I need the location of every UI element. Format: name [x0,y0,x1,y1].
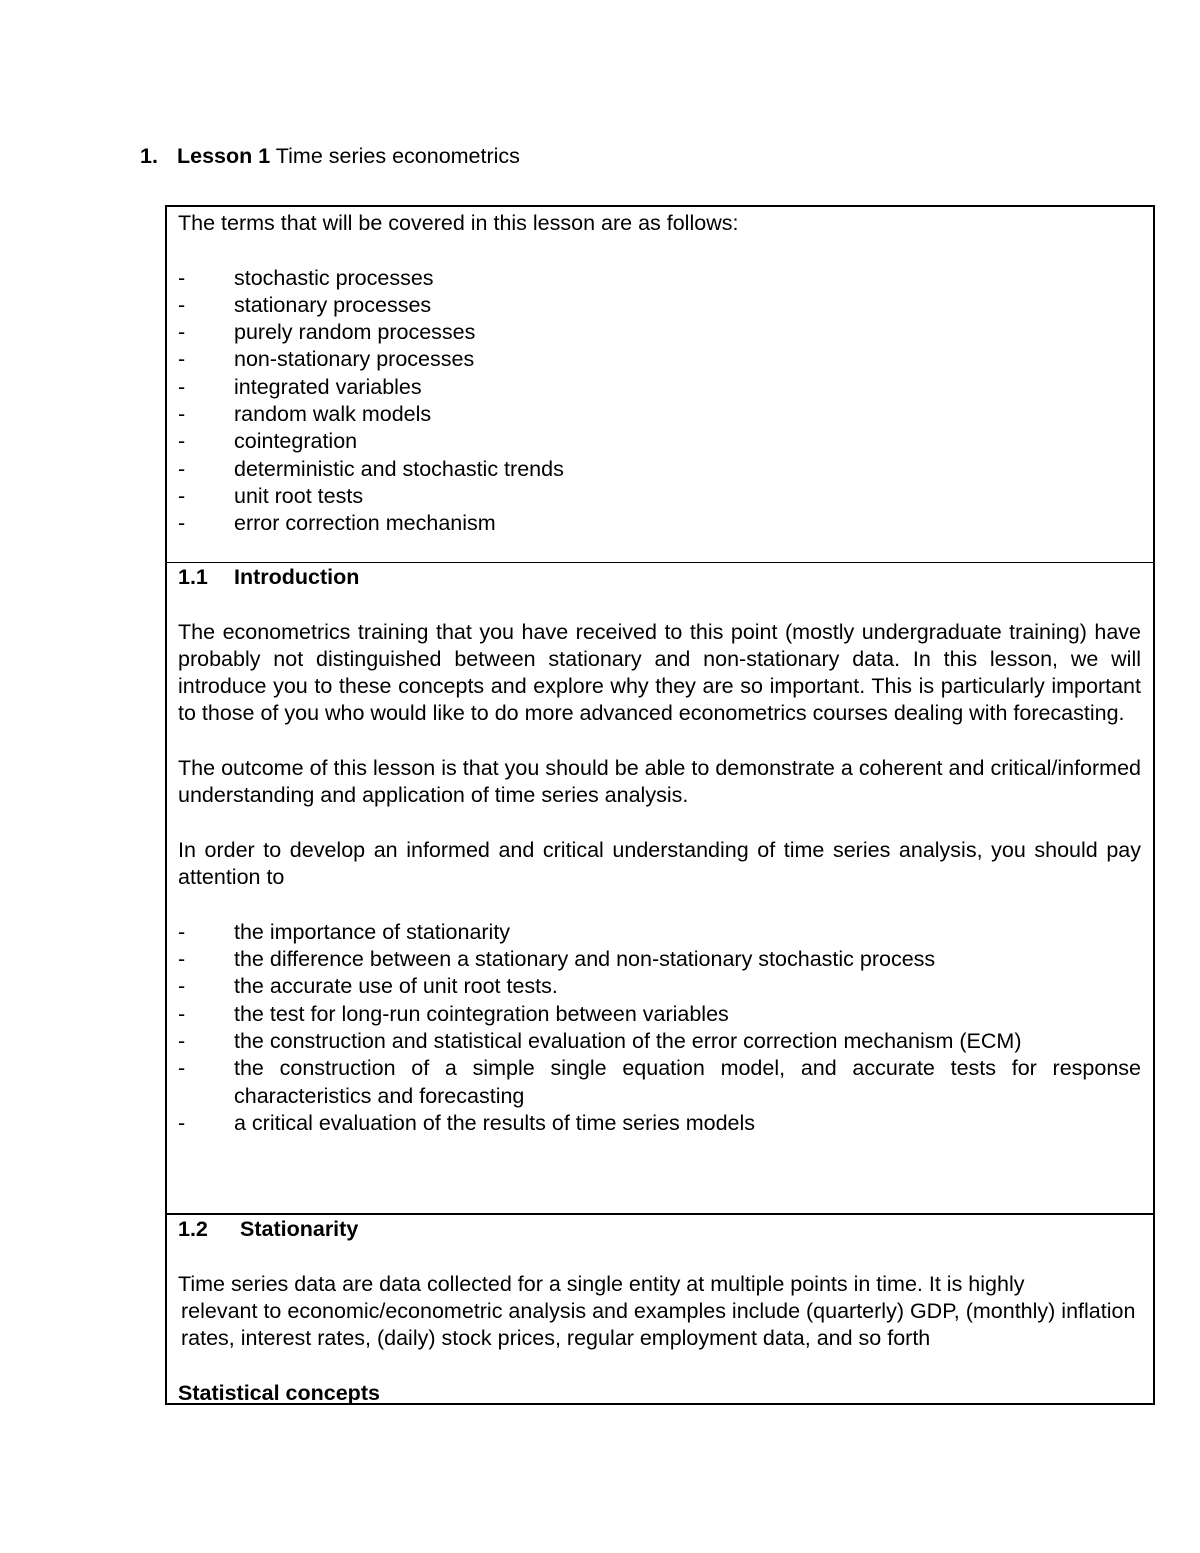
heading-number: 1. [140,144,158,168]
stationarity-cell [167,1215,1153,1403]
list-item: - stationary processes [178,292,432,317]
list-item: - integrated variables [178,374,422,399]
terms-cell [167,207,1153,563]
list-item: - cointegration [178,429,358,454]
introduction-paragraph-2: The outcome of this lesson is that you should be able to demonstrate a coherent and critical/informed understanding and application of time series analysis. [178,756,1141,808]
list-item: - unit root tests [178,483,364,508]
list-item: - a critical evaluation of the results of time series models [178,1110,756,1135]
lesson-content-box [165,205,1155,1405]
list-item: - the construction and statistical evaluation of the error correction mechanism (ECM) [178,1029,1022,1054]
list-item: - the importance of stationarity [178,919,511,944]
introduction-cell [167,563,1153,1215]
terms-intro: The terms that will be covered in this lesson are as follows: [178,211,739,235]
list-item: - deterministic and stochastic trends [178,456,564,481]
list-item: - random walk models [178,402,432,427]
list-item: - non-stationary processes [178,347,475,372]
lesson-label: Lesson 1 [177,144,271,168]
list-item: - the construction of a simple single equation model, and accurate tests for response characteristics and forecasting [178,1056,1141,1108]
list-item: - stochastic processes [178,265,434,290]
stationarity-paragraph-line-1: Time series data are data collected for a single entity at multiple points in time. It is highly [178,1271,1025,1296]
statistical-concepts-heading: Statistical concepts [178,1380,380,1405]
introduction-paragraph-1: The econometrics training that you have received to this point (mostly undergraduate training) have probably not distinguished between stationary and non-stationary data. In this lesson, we will introduce you to these concepts and explore why they are so important. This is particularly important to those of you who would like to do more advanced econometrics courses dealing with forecasting. [178,619,1141,726]
list-item: - error correction mechanism [178,511,496,536]
stationarity-paragraph-rest: relevant to economic/econometric analysis and examples include (quarterly) GDP, (monthly) inflation rates, interest rates, (daily) stock prices, regular employment data, and so forth [181,1298,1136,1351]
introduction-paragraph-3: In order to develop an informed and critical understanding of time series analysis, you should pay attention to [178,837,1141,890]
list-item: - the difference between a stationary and non-stationary stochastic process [178,947,936,972]
terms-list [178,265,1141,538]
list-item: - the test for long-run cointegration between variables [178,1001,729,1026]
lesson-heading [140,142,520,170]
attention-list [178,919,1141,1137]
section-heading-introduction: 1.1 Introduction [178,565,360,589]
section-heading-stationarity: 1.2 Stationarity [178,1217,359,1241]
list-item: - purely random processes [178,320,476,345]
lesson-title: Time series econometrics [275,144,520,168]
list-item: - the accurate use of unit root tests. [178,974,558,999]
